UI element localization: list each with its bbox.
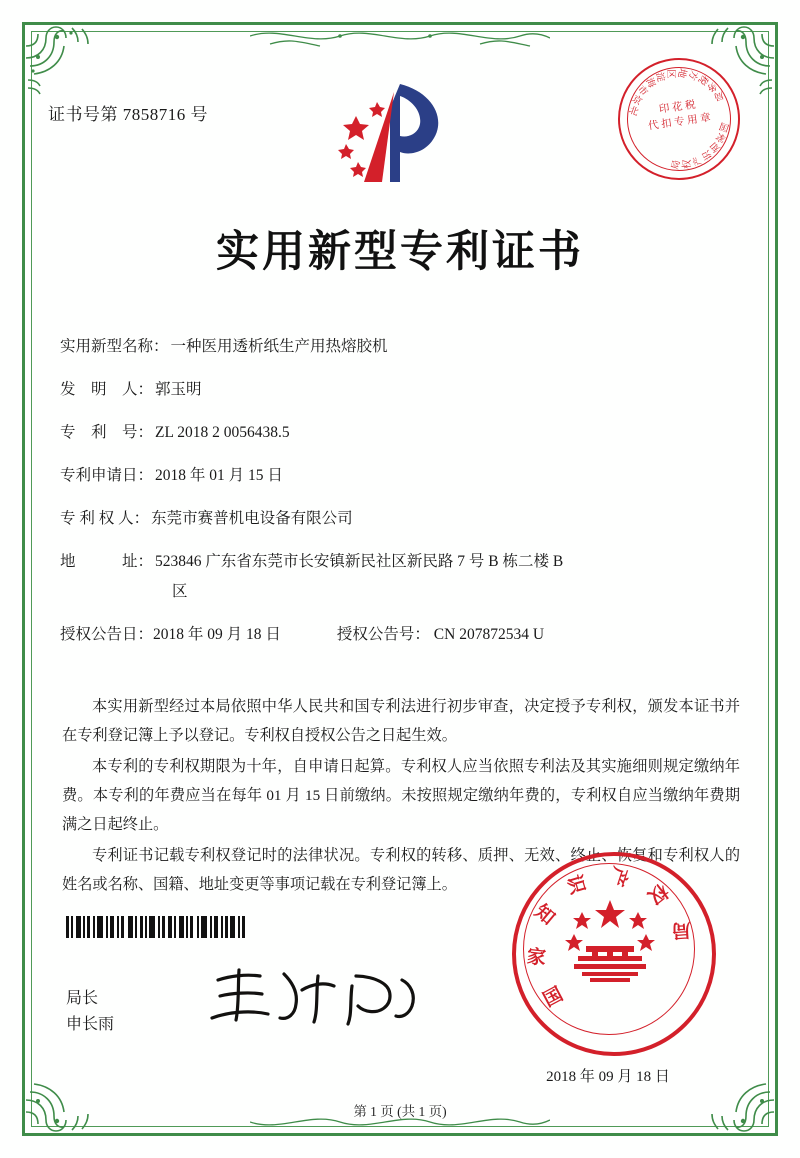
director-name-label: 申长雨 bbox=[66, 1016, 115, 1033]
field-address bbox=[60, 551, 750, 573]
certificate-fields bbox=[60, 336, 750, 662]
field-value: 523846 广东省东莞市长安镇新民社区新民路 7 号 B 栋二楼 B bbox=[155, 553, 564, 570]
signature-labels bbox=[66, 986, 114, 1038]
page-title: 实用新型专利证书 bbox=[216, 227, 584, 277]
tax-stamp bbox=[610, 50, 748, 188]
director-role-label: 局长 bbox=[66, 990, 99, 1007]
seal-arc-text: 国 家 知 识 产 权 局 bbox=[525, 863, 692, 1012]
tax-stamp-line-2: 代 扣 专 用 章 bbox=[647, 112, 712, 133]
corner-ornament-icon bbox=[704, 1062, 776, 1134]
tax-stamp-arc-top: 北 京 市 海 淀 区 地 方 税 务 局 bbox=[627, 67, 725, 119]
field-label: 地 址： bbox=[60, 553, 154, 570]
seal-date: 2018 年 09 月 18 日 bbox=[546, 1069, 670, 1085]
grant-date-value: 2018 年 09 月 18 日 bbox=[153, 626, 281, 643]
handwritten-signature bbox=[206, 962, 426, 1032]
certificate-number: 证书号第 7858716 号 bbox=[48, 105, 208, 124]
field-value-continued: 区 bbox=[172, 583, 188, 600]
field-value: 郭玉明 bbox=[155, 381, 202, 398]
field-value: 2018 年 01 月 15 日 bbox=[155, 467, 283, 484]
page-footer: 第 1 页 (共 1 页) bbox=[353, 1104, 447, 1119]
field-label: 专利申请日： bbox=[60, 467, 154, 484]
official-seal bbox=[512, 852, 708, 1048]
field-patentee bbox=[60, 508, 750, 530]
field-inventor bbox=[60, 379, 750, 401]
national-emblem-icon bbox=[560, 898, 660, 1002]
field-utility-model-name bbox=[60, 336, 750, 358]
cnipa-logo-icon bbox=[330, 78, 470, 188]
tax-stamp-arc-bottom: 国 家 知 识 产 权 局 bbox=[670, 119, 731, 171]
field-label: 专 利 权 人： bbox=[60, 510, 150, 527]
field-label: 实用新型名称： bbox=[60, 338, 169, 355]
field-patent-number bbox=[60, 422, 750, 444]
legal-paragraph: 本实用新型经过本局依照中华人民共和国专利法进行初步审查，决定授予专利权，颁发本证书并在专利登记簿上予以登记。专利权自授权公告之日起生效。 bbox=[62, 698, 740, 744]
field-value: ZL 2018 2 0056438.5 bbox=[155, 424, 290, 441]
field-label: 专 利 号： bbox=[60, 424, 154, 441]
field-grant-publication bbox=[60, 624, 750, 646]
corner-ornament-icon bbox=[24, 1062, 96, 1134]
barcode bbox=[66, 916, 286, 938]
field-address-continuation bbox=[60, 581, 750, 603]
field-label: 发 明 人： bbox=[60, 381, 154, 398]
field-application-date bbox=[60, 465, 750, 487]
legal-paragraph: 本专利的专利权期限为十年，自申请日起算。专利权人应当依照专利法及其实施细则规定缴纳年费。本专利的年费应当在每年 01 月 15 日前缴纳。未按照规定缴纳年费的，专利权自应当缴纳年费期满之日起终止。 bbox=[62, 758, 740, 833]
tax-stamp-line-1: 印 花 税 bbox=[658, 99, 697, 116]
top-edge-ornament-icon bbox=[250, 24, 550, 55]
corner-ornament-icon bbox=[24, 24, 96, 96]
grant-date-label: 授权公告日： bbox=[60, 626, 154, 643]
grant-number-value: CN 207872534 U bbox=[433, 626, 545, 643]
field-value: 一种医用透析纸生产用热熔胶机 bbox=[170, 338, 388, 355]
field-value: 东莞市赛普机电设备有限公司 bbox=[151, 510, 353, 527]
legal-paragraph: 专利证书记载专利权登记时的法律状况。专利权的转移、质押、无效、终止、恢复和专利权人的姓名或名称、国籍、地址变更等事项记载在专利登记簿上。 bbox=[62, 847, 740, 893]
grant-number-label: 授权公告号： bbox=[336, 626, 430, 643]
